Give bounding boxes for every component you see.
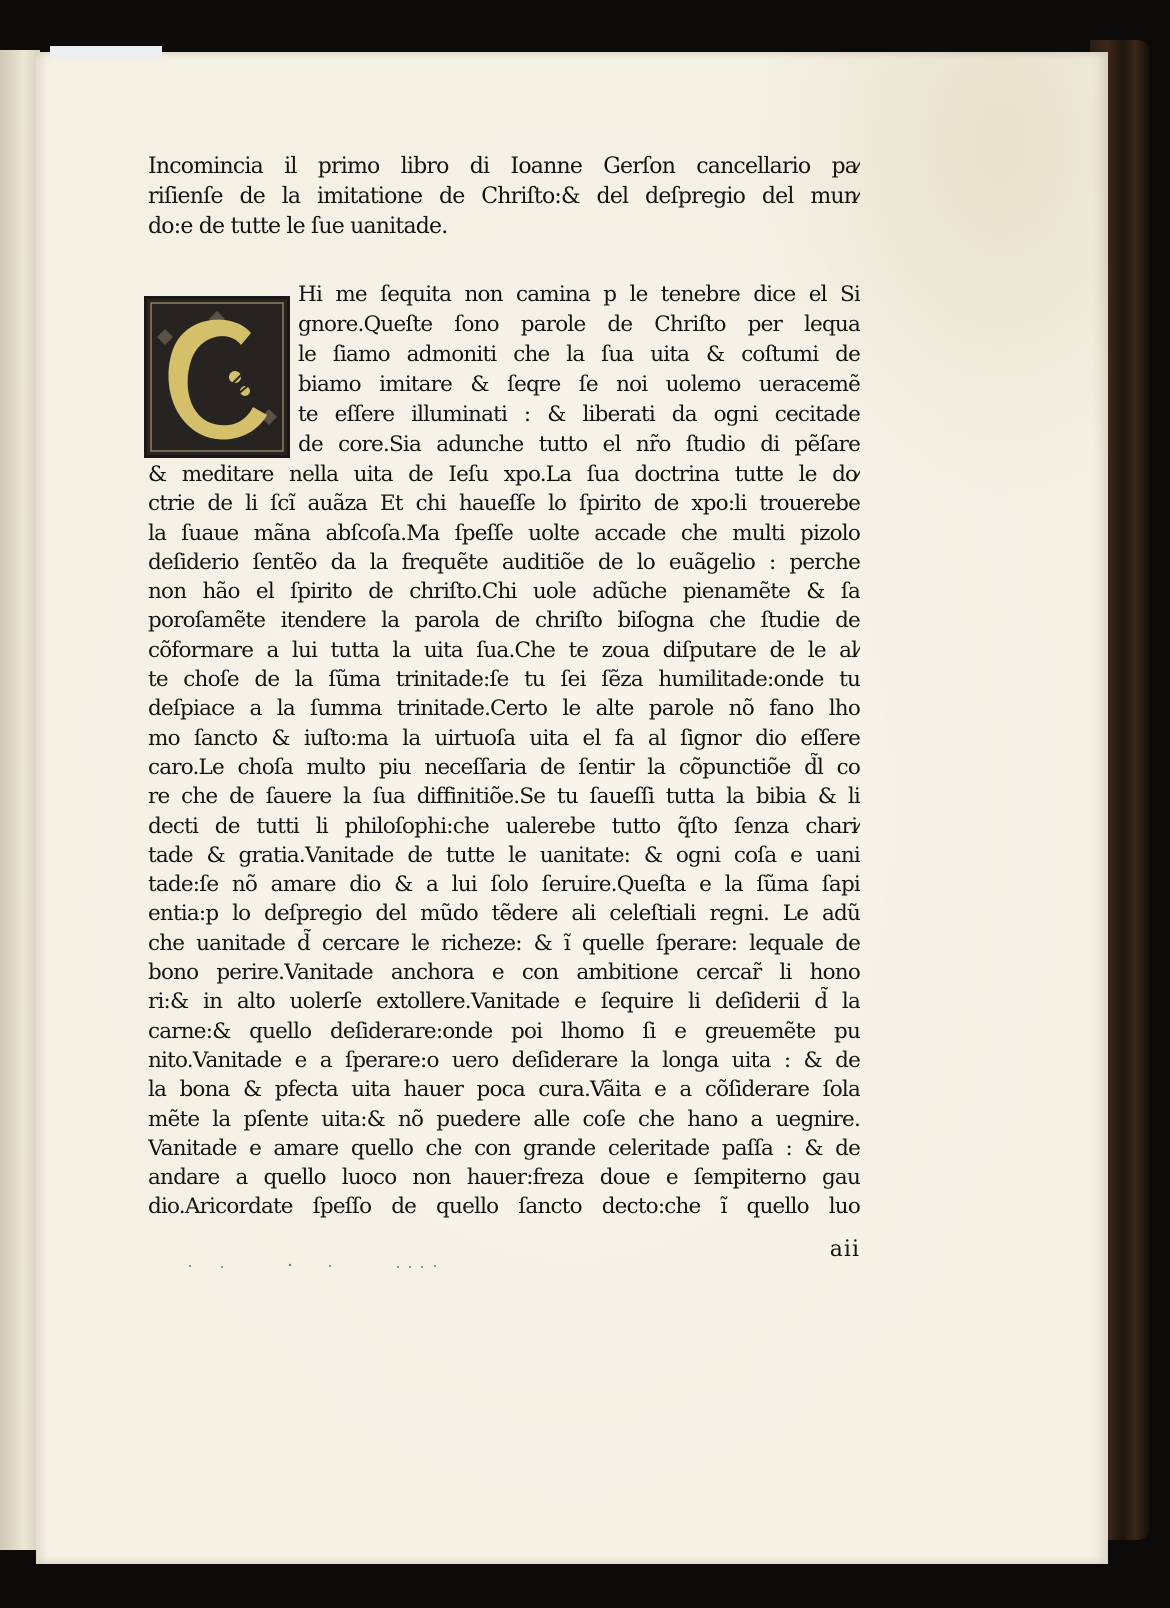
body-line: mẽte la pſente uita:& nõ puedere alle coſe che hano a uegnire.: [148, 1106, 860, 1132]
heading-line: Incomincia il primo libro di Ioanne Gerſon cancellario pa⁄: [148, 154, 860, 179]
body-indented-block: [298, 280, 860, 460]
body-line: bono perire.Vanitade anchora e con ambitione cercar̃ li hono: [148, 960, 860, 986]
body-line: andare a quello luoco non hauer:freza doue e ſempiterno gau: [148, 1165, 860, 1191]
signature-mark: aii: [829, 1237, 860, 1262]
heading-line: riſienſe de la imitatione de Chriſto:& del deſpregio del mun⁄: [148, 184, 860, 209]
chapter-heading: [148, 152, 860, 242]
body-line: deſiderio ſentẽo da la frequẽte auditiõe de lo euãgelio : perche: [148, 549, 860, 575]
body-text-block: [148, 460, 860, 1222]
body-line: deſpiace a la ſumma trinitade.Certo le alte parole nõ fano lho: [148, 696, 860, 722]
body-line: la bona & pfecta uita hauer poca cura.Vãita e a cõſiderare ſola: [148, 1077, 860, 1103]
paper-tab: [50, 46, 162, 58]
heading-line: do:e de tutte le ſue uanitade.: [148, 214, 448, 239]
body-line: caro.Le choſa multo piu neceſſaria de ſentir la cõpunctiõe d̃l co: [148, 754, 860, 780]
body-line: te choſe de la ſũma trinitade:ſe tu ſei ſẽza humilitade:onde tu: [148, 667, 860, 693]
body-line: ri:& in alto uolerſe extollere.Vanitade e ſequire li deſiderii d̃ la: [148, 989, 860, 1015]
body-line: re che de ſauere la ſua diffinitiõe.Se tu ſaueſſi tutta la bibia & li: [148, 784, 860, 810]
body-line: dio.Aricordate ſpeſſo de quello ſancto decto:che ĩ quello luo: [148, 1194, 860, 1220]
body-line: decti de tutti li philoſophi:che ualerebe tutto q̃ſto ſenza chari⁄: [148, 813, 860, 839]
body-line: carne:& quello deſiderare:onde poi lhomo ſi e greuemẽte pu: [148, 1018, 860, 1044]
body-line: che uanitade d̃ cercare le richeze: & ĩ quelle ſperare: lequale de: [148, 930, 860, 956]
body-line: le ſiamo admoniti che la ſua uita & coſtumi de: [298, 342, 860, 367]
body-line: ctrie de li ſcĩ auãza Et chi haueſſe lo ſpirito de xpo:li trouerebe: [148, 491, 860, 517]
body-line: de core.Sia adunche tutto el nr̃o ſtudio di pẽſare: [298, 432, 860, 457]
decorated-initial-c: [144, 296, 290, 458]
body-line: Vanitade e amare quello che con grande celeritade paſſa : & de: [148, 1135, 860, 1161]
body-line: poroſamẽte itendere la parola de chriſto biſogna che ſtudie de: [148, 608, 860, 634]
body-line: biamo imitare & ſeqre ſe noi uolemo ueracemẽ: [298, 372, 860, 397]
body-line: te eſſere illuminati : & liberati da ogni cecitade: [298, 402, 860, 427]
body-line: tade & gratia.Vanitade de tutte le uanitate: & ogni coſa e uani: [148, 842, 860, 868]
body-line: & meditare nella uita de Ieſu xpo.La ſua doctrina tutte le do⁄: [148, 462, 860, 487]
body-line: tade:ſe nõ amare dio & a lui ſolo ſeruire.Queſta e la ſũma ſapi: [148, 872, 860, 898]
body-line: non hão el ſpirito de chriſto.Chi uole adũche pienamẽte & ſa: [148, 579, 860, 605]
body-line: Hi me ſequita non camina p le tenebre dice el Si: [298, 282, 860, 307]
ink-specks: [180, 1262, 480, 1270]
body-line: entia:p lo deſpregio del mũdo tẽdere ali celeſtiali regni. Le adũ: [148, 901, 860, 927]
facing-page-edge: [0, 50, 40, 1550]
body-line: nito.Vanitade e a ſperare:o uero deſiderare la longa uita : & de: [148, 1047, 860, 1073]
body-line: la ſuaue mãna abſcoſa.Ma ſpeſſe uolte accade che multi pizolo: [148, 520, 860, 546]
body-line: gnore.Queſte ſono parole de Chriſto per lequa: [298, 312, 860, 337]
body-line: mo ſancto & iuſto:ma la uirtuoſa uita el fa al ſignor dio eſſere: [148, 725, 860, 751]
body-line: cõformare a lui tutta la uita ſua.Che te zoua diſputare de le al⁄: [148, 637, 860, 663]
